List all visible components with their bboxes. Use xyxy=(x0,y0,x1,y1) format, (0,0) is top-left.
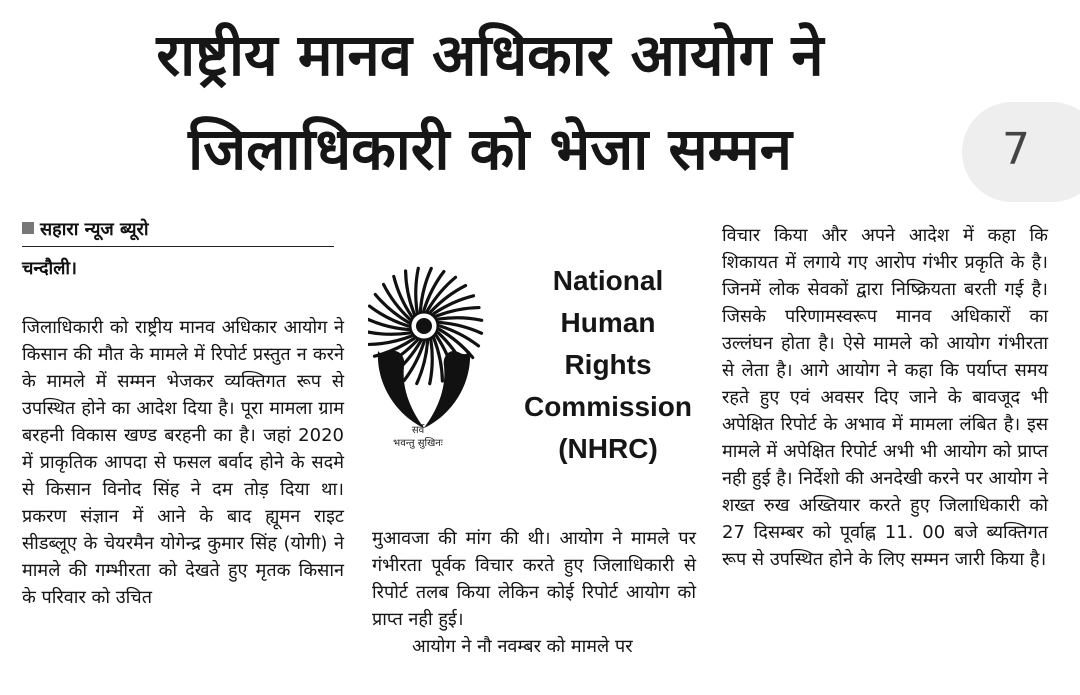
sun-ray xyxy=(368,332,410,335)
logo-line-1: National xyxy=(552,265,664,296)
column-1-text: जिलाधिकारी को राष्ट्रीय मानव अधिकार आयोग ने किसान की मौत के मामले में रिपोर्ट प्रस्तुत न करने के मामले में सम्मन भेजकर व्यक्तिगत रूप से उपस्थित होने का आदेश दिया है। पूरा मामला ग्राम बरहनी विकास खण्ड बरहनी का है। जहां 2020 में प्राकृतिक आपदा से फसल बर्वाद होने के सदमे से किसान विनोद सिंह ने दम तोड़ दिया था। प्रकरण संज्ञान में आने के बाद ह्यूमन राइट सीडब्लूए के चेयरमैन योगेन्द्र कुमार सिंह (योगी) ने मामले की गम्भीरता को देखते हुए मृतक किसान के परिवार को उचित xyxy=(22,317,344,608)
motto-line-1: सर्वे xyxy=(411,425,425,436)
byline xyxy=(22,216,334,247)
column-2-paragraph-2: आयोग ने नौ नवम्बर को मामले पर xyxy=(412,636,633,657)
sun-ray xyxy=(438,318,481,321)
page-number-badge xyxy=(962,102,1080,202)
dateline: चन्दौली। xyxy=(22,258,77,279)
headline-line-1: राष्ट्रीय मानव अधिकार आयोग ने xyxy=(156,21,824,89)
article-column-3 xyxy=(722,222,1048,573)
page-number: 7 xyxy=(1002,124,1030,175)
column-2-paragraph-1: मुआवजा की मांग की थी। आयोग ने मामले पर गंभीरता पूर्वक विचार करते हुए जिलाधिकारी से रिपोर्ट तलब किया लेकिन कोई रिपोर्ट आयोग को प्राप्त नही हुई। xyxy=(372,528,696,630)
byline-square-icon xyxy=(22,222,34,234)
nhrc-logo-text xyxy=(518,260,698,470)
nhrc-logo xyxy=(368,256,698,496)
logo-line-5: (NHRC) xyxy=(558,433,658,464)
logo-line-3: Rights xyxy=(564,349,652,380)
headline xyxy=(20,8,960,196)
sun-ray xyxy=(430,340,433,383)
logo-line-4: Commission xyxy=(523,391,693,422)
sun-ray xyxy=(416,268,419,311)
headline-line-2: जिलाधिकारी को भेजा सम्मन xyxy=(188,115,792,183)
byline-text: सहारा न्यूज ब्यूरो xyxy=(40,219,149,240)
column-3-text: विचार किया और अपने आदेश में कहा कि शिकायत में लगाये गए आरोप गंभीर प्रकृति के है। जिनमें लोक सेवकों द्वारा निष्क्रियता बरती गई है। जिसके परिणामस्वरूप मानव अधिकारों का उल्लंघन होता है। ऐसे मामले को आयोग गंभीरता से लेता है। आगे आयोग ने कहा कि पर्याप्त समय रहते हुए एवं अवसर दिए जाने के बावजूद भी अपेक्षित रिपोर्ट के अभाव में मामला लंबित है। इस मामले में अपेक्षित रिपोर्ट अभी भी आयोग को प्राप्त नही हुई है। निर्देशो की अनदेखी करने पर आयोग ने शख्त रुख अख्तियार करते हुए जिलाधिकारी को 27 दिसम्बर को पूर्वाह्न 11. 00 बजे ब्यक्तिगत रूप से उपस्थित होने के लिए सम्मन जारी किया है। xyxy=(722,225,1048,570)
article-column-1 xyxy=(22,314,344,611)
logo-line-2: Human xyxy=(560,307,656,338)
article-column-2 xyxy=(372,525,696,660)
motto-line-2: भवन्तु सुखिनः xyxy=(393,438,443,449)
logo-motto xyxy=(368,424,468,450)
